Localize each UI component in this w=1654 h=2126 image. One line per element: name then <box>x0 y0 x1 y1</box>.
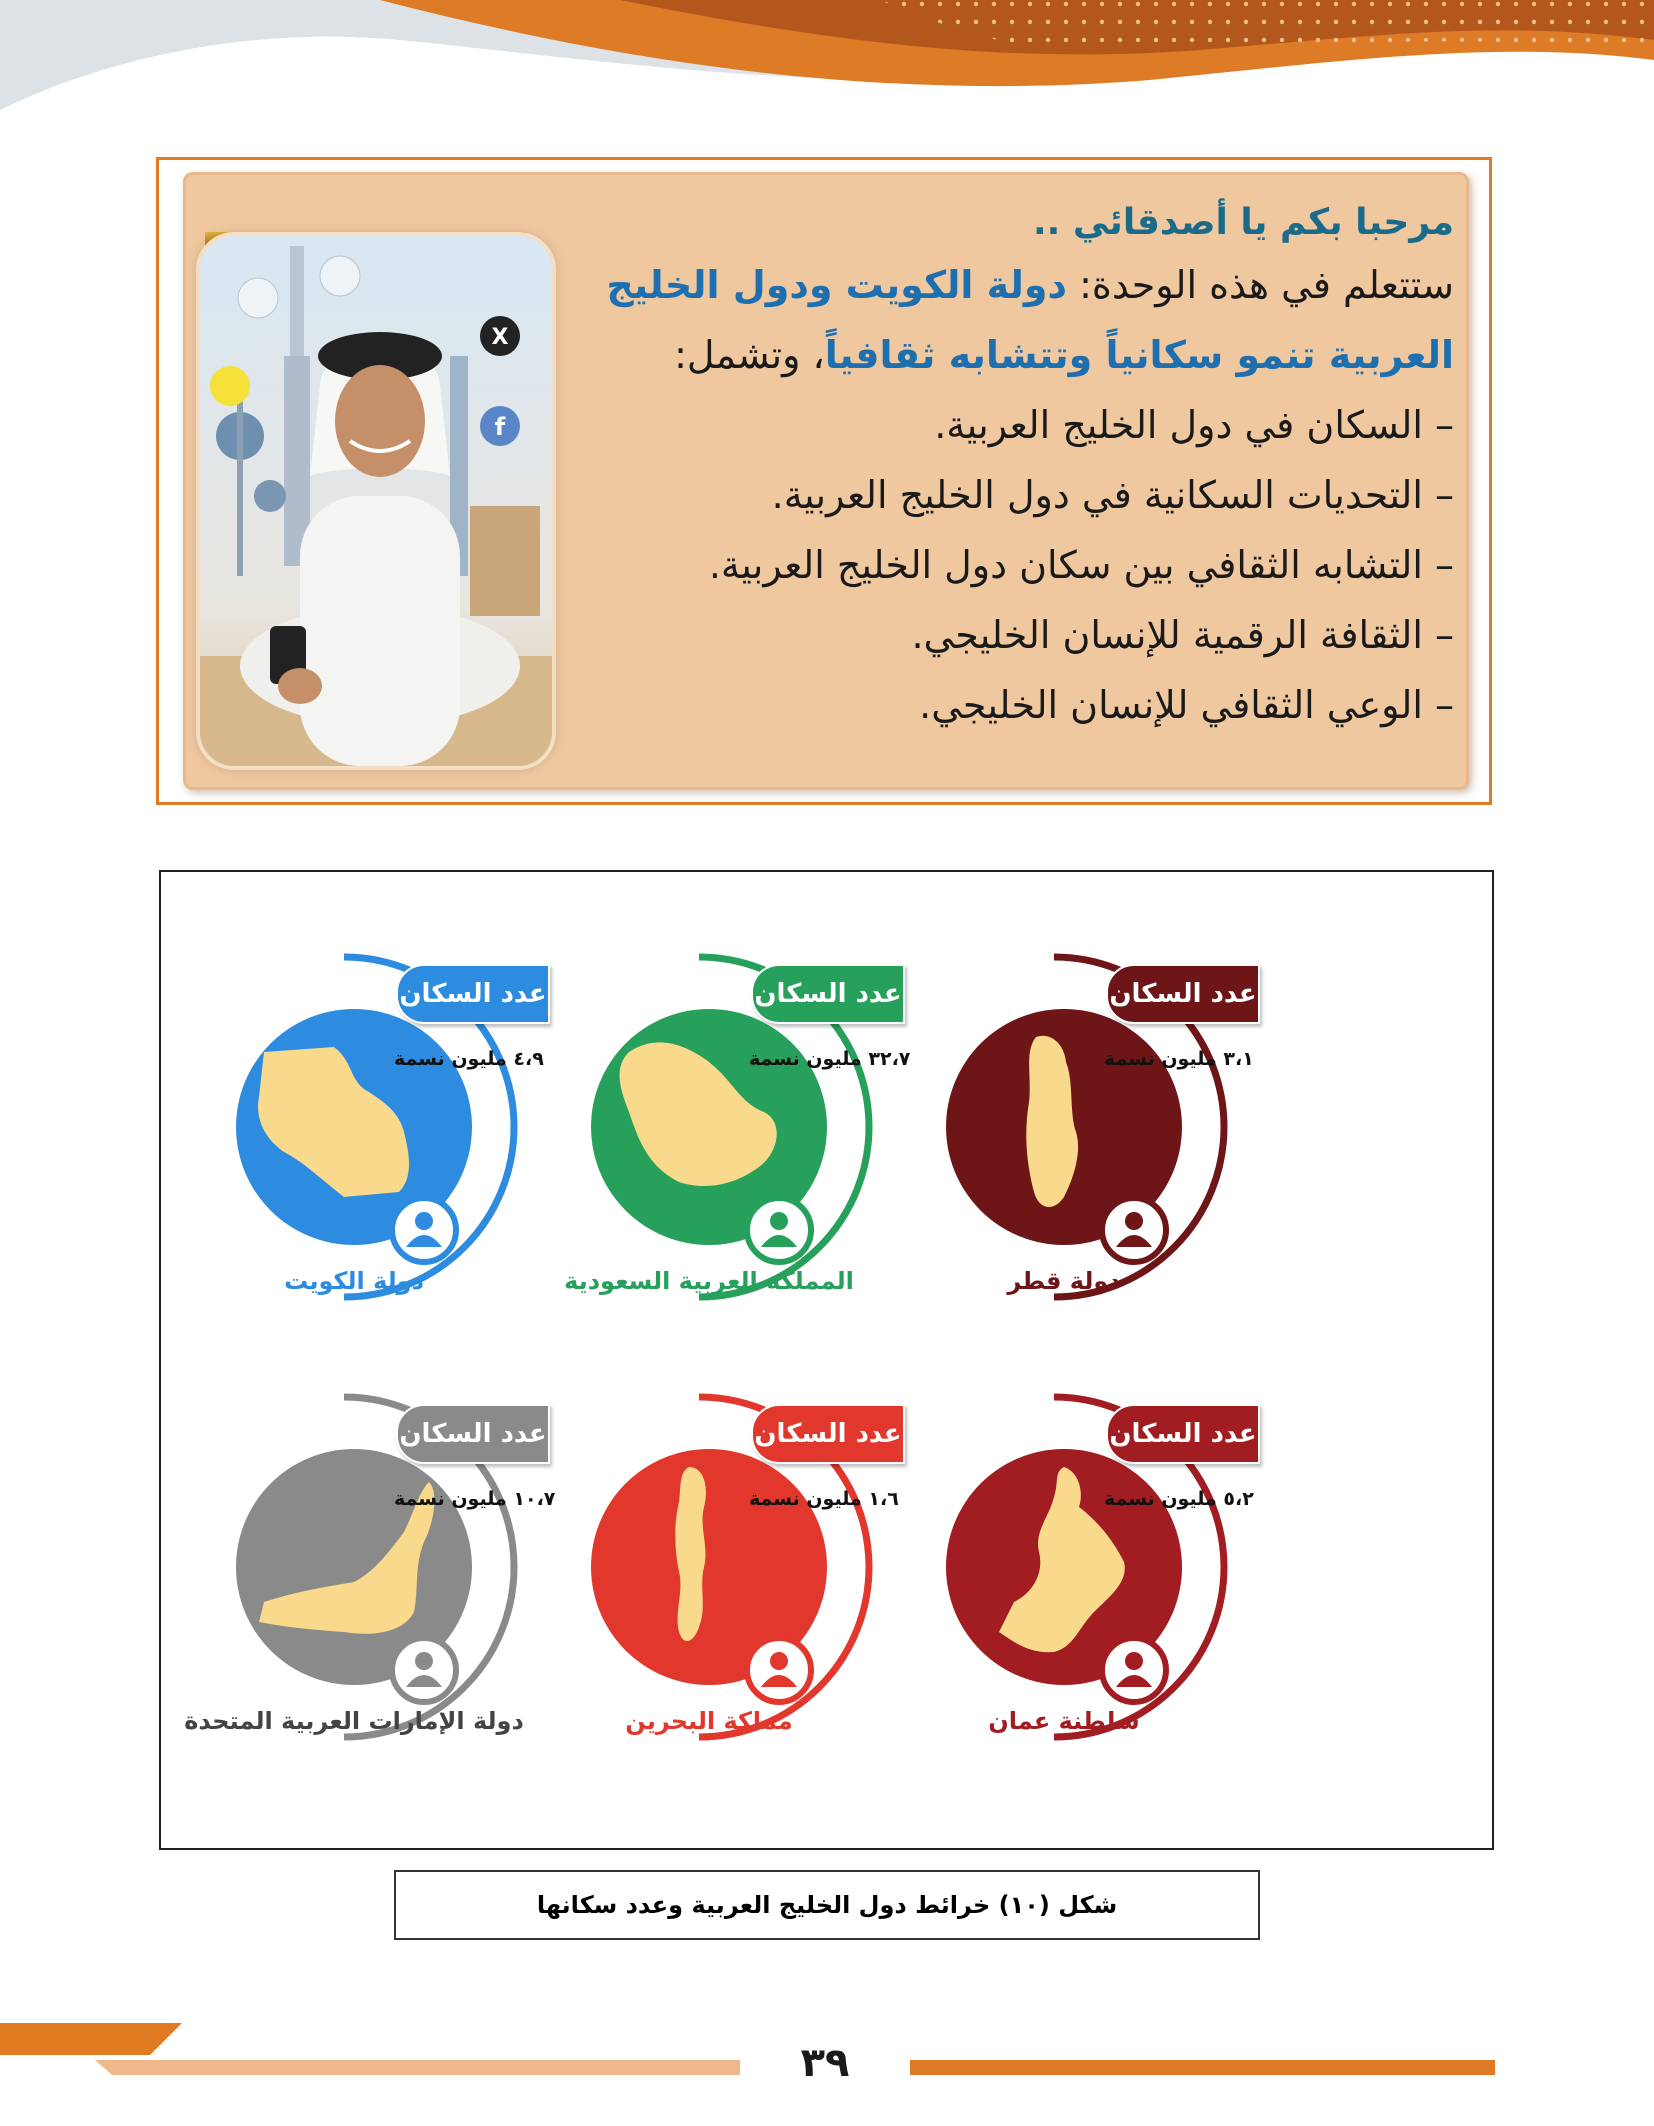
intro-line-1-prefix: ستتعلم في هذه الوحدة: <box>1067 263 1454 307</box>
population-pill: عدد السكان <box>396 964 550 1024</box>
svg-text:f: f <box>494 413 506 441</box>
topic-item: – السكان في دول الخليج العربية. <box>934 403 1454 447</box>
intro-line-2-suffix: ، وتشمل: <box>674 333 825 377</box>
country-name: دولة الإمارات العربية المتحدة <box>184 1707 524 1735</box>
intro-line-2 <box>554 320 1454 390</box>
gulf-maps-figure <box>159 870 1494 1850</box>
population-pill: عدد السكان <box>751 1404 905 1464</box>
population-pill: عدد السكان <box>751 964 905 1024</box>
country-name: المملكة العربية السعودية <box>564 1267 854 1295</box>
country-name: دولة قطر <box>1007 1267 1121 1295</box>
student-illustration <box>200 236 552 766</box>
country-name: سلطنة عمان <box>988 1707 1140 1735</box>
greeting: مرحبا بكم يا أصدقائي .. <box>1033 202 1454 243</box>
population-value: ٥،٢ مليون نسمة <box>1104 1488 1254 1510</box>
country-name: مملكة البحرين <box>625 1707 793 1735</box>
page-number: ٣٩ <box>800 2040 850 2086</box>
country-name: دولة الكويت <box>284 1267 424 1295</box>
population-pill: عدد السكان <box>1106 1404 1260 1464</box>
header-decoration <box>0 0 1654 140</box>
figure-caption: شكل (١٠) خرائط دول الخليج العربية وعدد سكانها <box>394 1870 1260 1940</box>
population-value: ٣،١ مليون نسمة <box>1104 1048 1254 1070</box>
topic-item: – الوعي الثقافي للإنسان الخليجي. <box>919 683 1454 727</box>
svg-text:X: X <box>491 325 509 350</box>
population-value: ٤،٩ مليون نسمة <box>394 1048 544 1070</box>
student-photo <box>200 236 552 766</box>
population-value: ١٠،٧ مليون نسمة <box>394 1488 556 1510</box>
unit-title-part-1: دولة الكويت ودول الخليج <box>606 263 1068 307</box>
intro-line-1 <box>554 250 1454 320</box>
topic-item: – التشابه الثقافي بين سكان دول الخليج العربية. <box>708 543 1454 587</box>
population-value: ١،٦ مليون نسمة <box>749 1488 899 1510</box>
population-pill: عدد السكان <box>1106 964 1260 1024</box>
gulf-maps-labels <box>161 872 1492 1848</box>
population-pill: عدد السكان <box>396 1404 550 1464</box>
intro-text <box>554 196 1454 740</box>
unit-title-part-2: العربية تنمو سكانياً وتتشابه ثقافياً <box>824 333 1454 377</box>
topic-item: – التحديات السكانية في دول الخليج العربية. <box>771 473 1454 517</box>
topic-item: – الثقافة الرقمية للإنسان الخليجي. <box>911 613 1454 657</box>
population-value: ٣٢،٧ مليون نسمة <box>749 1048 911 1070</box>
